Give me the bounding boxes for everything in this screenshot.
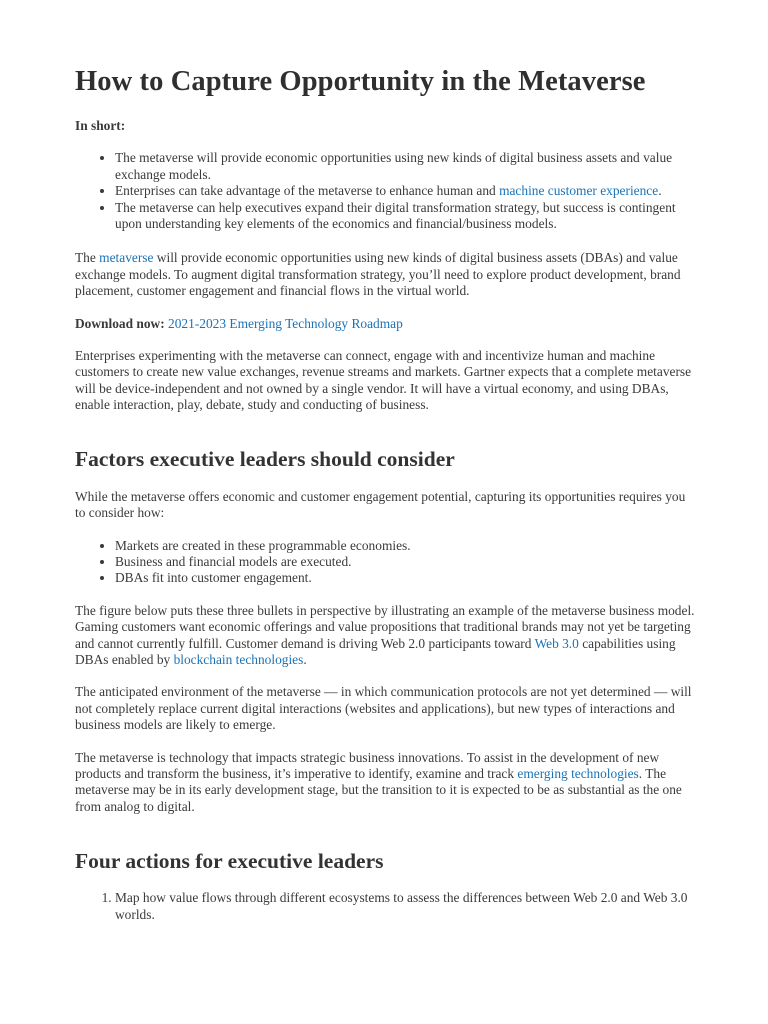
enterprises-paragraph: Enterprises experimenting with the metaverse can connect, engage with and incentivize human and machine customers to create new value exchanges, revenue streams and markets. Gartner expects that a complete metaverse will be device-independent and not owned by a single vendor. It will have a virtual economy, and using DBAs, enable interaction, play, debate, study and conducting of business.	[75, 348, 692, 413]
summary-bullet-2	[115, 183, 695, 199]
figure-text-start: The figure below puts these three bullets in perspective by illustrating an example of the metaverse business model. Gaming customers want economic offerings and value propositions that traditional brands may not yet be targeting and cannot currently fulfill. Customer demand is driving Web 2.0 participants toward	[75, 602, 695, 651]
in-short-label: In short:	[75, 118, 126, 133]
emerging-technologies-link[interactable]: emerging technologies	[517, 765, 639, 781]
factors-bullet-2: • Business and financial models are executed.	[115, 554, 695, 570]
download-paragraph	[75, 316, 695, 332]
actions-list	[75, 890, 695, 923]
technology-text-end: . The metaverse may be in its early development stage, but the transition to it is expected to be as substantial as the one from analog to digital.	[75, 765, 682, 814]
figure-paragraph	[75, 603, 695, 669]
summary-bullet-2-text: Enterprises can take advantage of the metaverse to enhance human and	[115, 183, 500, 199]
actions-heading: Four actions for executive leaders	[75, 849, 384, 874]
figure-text-end: .	[303, 651, 307, 667]
factors-bullet-3: • DBAs fit into customer engagement.	[115, 570, 695, 586]
figure-text-middle: capabilities using DBAs enabled by	[75, 635, 676, 667]
blockchain-technologies-link[interactable]: blockchain technologies	[173, 651, 304, 667]
article	[75, 0, 695, 923]
emerging-technology-roadmap-link[interactable]: 2021-2023 Emerging Technology Roadmap	[168, 315, 403, 331]
web3-link[interactable]: Web 3.0	[534, 635, 579, 651]
summary-bullet-1: • The metaverse will provide economic opportunities using new kinds of digital business assets and value exchange models.	[115, 150, 695, 183]
factors-heading: Factors executive leaders should consider	[75, 446, 455, 471]
summary-bullet-2-end: .	[658, 183, 662, 199]
download-label: Download now:	[75, 315, 165, 331]
factors-intro: While the metaverse offers economic and customer engagement potential, capturing its opportunities requires you to consider how:	[75, 488, 686, 521]
intro-text-end: will provide economic opportunities using new kinds of digital business assets (DBAs) and value exchange models. To augment digital transformation strategy, you’ll need to explore product development, brand placement, customer engagement and financial flows in the virtual world.	[75, 250, 681, 299]
factors-bullet-1: • Markets are created in these programmable economies.	[115, 538, 695, 554]
metaverse-link[interactable]: metaverse	[99, 250, 154, 266]
technology-text-start: The metaverse is technology that impacts strategic business innovations. To assist in the development of new products and transform the business, it’s imperative to identify, examine and track	[75, 749, 660, 781]
intro-paragraph	[75, 250, 695, 299]
anticipated-paragraph: The anticipated environment of the metaverse — in which communication protocols are not yet determined — will not completely replace current digital interactions (websites and applications), but new types of interactions and business models are likely to emerge.	[75, 684, 692, 733]
page-title: How to Capture Opportunity in the Metaverse	[75, 66, 646, 97]
summary-bullet-3: • The metaverse can help executives expand their digital transformation strategy, but success is contingent upon understanding key elements of the economics and financial/business models.	[115, 200, 695, 233]
intro-text-start: The	[75, 250, 100, 266]
machine-customer-experience-link[interactable]: machine customer experience	[499, 183, 659, 199]
action-item-1: 1. Map how value flows through different ecosystems to assess the differences between Web 2.0 and Web 3.0 worlds.	[115, 890, 695, 923]
summary-list	[75, 150, 695, 232]
technology-paragraph	[75, 750, 695, 816]
factors-list	[75, 538, 695, 587]
